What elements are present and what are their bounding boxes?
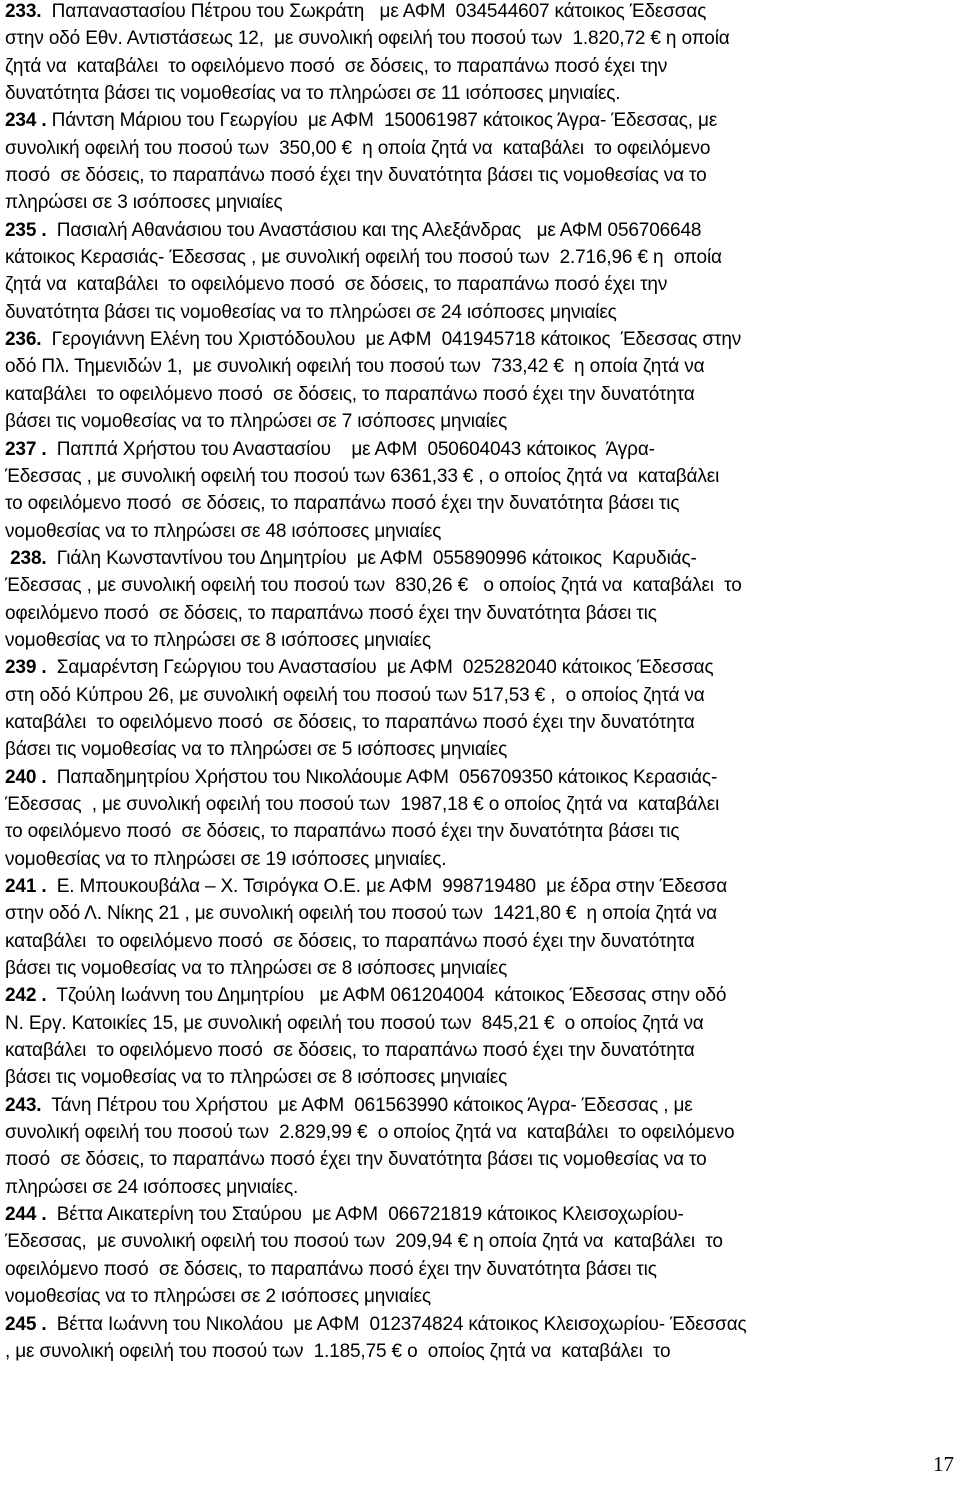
text-line [5, 982, 955, 1009]
text-line [5, 818, 955, 845]
line-text: Ε. Μπουκουβάλα – Χ. Τσιρόγκα Ο.Ε. με ΑΦΜ 998719480 με έδρα στην Έδεσσα [46, 876, 728, 897]
entry-number: 241 . [5, 876, 47, 897]
line-text: δυνατότητα βάσει τις νομοθεσίας να το πληρώσει σε 24 ισόποσες μηνιαίες [5, 301, 617, 323]
line-text: ποσό σε δόσεις, το παραπάνω ποσό έχει την δυνατότητα βάσει τις νομοθεσίας να το [5, 165, 707, 187]
line-text: στην οδό Λ. Νίκης 21 , με συνολική οφειλή του ποσού των 1421,80 € η οποία ζητά να [5, 903, 717, 925]
text-line [5, 490, 955, 517]
line-text: Πασιαλή Αθανάσιου του Αναστάσιου και της Αλεξάνδρας με ΑΦΜ 056706648 [46, 219, 702, 241]
line-text: Γιάλη Κωνσταντίνου του Δημητρίου με ΑΦΜ 055890996 κάτοικος Καρυδιάς- [46, 547, 697, 569]
entry-number: 237 . [5, 438, 47, 460]
line-text: στη οδό Κύπρου 26, με συνολική οφειλή του ποσού των 517,53 € , ο οποίος ζητά να [5, 684, 705, 706]
text-line [5, 1010, 955, 1037]
text-line [5, 518, 955, 545]
entry-number: 238. [5, 547, 47, 569]
line-text: Σαμαρέντση Γεώργιου του Αναστασίου με ΑΦΜ 025282040 κάτοικος Έδεσσας [46, 657, 714, 679]
text-line [5, 600, 955, 627]
entry-number: 235 . [5, 219, 47, 241]
text-line [5, 80, 955, 107]
line-text: βάσει τις νομοθεσίας να το πληρώσει σε 7 ισόποσες μηνιαίες [5, 411, 508, 433]
text-line [5, 53, 955, 80]
line-text: Παππά Χρήστου του Αναστασίου με ΑΦΜ 050604043 κάτοικος Άγρα- [46, 438, 655, 460]
entry-number: 245 . [5, 1313, 47, 1335]
text-line [5, 1256, 955, 1283]
line-text: καταβάλει το οφειλόμενο ποσό σε δόσεις, το παραπάνω ποσό έχει την δυνατότητα [5, 383, 695, 405]
text-line [5, 135, 955, 162]
line-text: Παπαδημητρίου Χρήστου του Νικολάουμε ΑΦΜ 056709350 κάτοικος Κερασιάς- [46, 766, 718, 788]
text-line [5, 1228, 955, 1255]
line-text: καταβάλει το οφειλόμενο ποσό σε δόσεις, το παραπάνω ποσό έχει την δυνατότητα [5, 711, 695, 733]
line-text: πληρώσει σε 3 ισόποσες μηνιαίες [5, 192, 283, 214]
text-line [5, 189, 955, 216]
text-line [5, 1064, 955, 1091]
text-line [5, 381, 955, 408]
text-line [5, 627, 955, 654]
text-line [5, 654, 955, 681]
text-line [5, 1146, 955, 1173]
text-line [5, 1311, 955, 1338]
line-text: Βέττα Ιωάννη του Νικολάου με ΑΦΜ 012374824 κάτοικος Κλεισοχωρίου- Έδεσσας [46, 1313, 747, 1335]
text-line [5, 326, 955, 353]
line-text: συνολική οφειλή του ποσού των 2.829,99 € ο οποίος ζητά να καταβάλει το οφειλόμενο [5, 1122, 735, 1144]
text-line [5, 0, 955, 25]
text-line [5, 572, 955, 599]
line-text: Πάντση Μάριου του Γεωργίου με ΑΦΜ 150061987 κάτοικος Άγρα- Έδεσσας, με [46, 110, 718, 132]
text-line [5, 1119, 955, 1146]
entry-number: 242 . [5, 985, 47, 1007]
line-text: Γερογιάννη Ελένη του Χριστόδουλου με ΑΦΜ 041945718 κάτοικος Έδεσσας στην [41, 329, 742, 351]
entry-number: 240 . [5, 766, 47, 788]
text-line [5, 955, 955, 982]
line-text: οφειλόμενο ποσό σε δόσεις, το παραπάνω ποσό έχει την δυνατότητα βάσει τις [5, 1258, 657, 1280]
text-line [5, 900, 955, 927]
document-body [5, 0, 955, 1365]
text-line [5, 25, 955, 52]
line-text: ζητά να καταβάλει το οφειλόμενο ποσό σε δόσεις, το παραπάνω ποσό έχει την [5, 55, 668, 77]
text-line [5, 408, 955, 435]
text-line [5, 271, 955, 298]
line-text: δυνατότητα βάσει τις νομοθεσίας να το πληρώσει σε 11 ισόποσες μηνιαίες. [5, 83, 621, 105]
text-line [5, 1283, 955, 1310]
line-text: βάσει τις νομοθεσίας να το πληρώσει σε 8 ισόποσες μηνιαίες [5, 958, 508, 980]
entry-number: 234 . [5, 110, 47, 132]
line-text: Παπαναστασίου Πέτρου του Σωκράτη με ΑΦΜ 034544607 κάτοικος Έδεσσας [41, 1, 707, 22]
line-text: βάσει τις νομοθεσίας να το πληρώσει σε 8 ισόποσες μηνιαίες [5, 1067, 508, 1089]
line-text: Τζούλη Ιωάννη του Δημητρίου με ΑΦΜ 061204004 κάτοικος Έδεσσας στην οδό [46, 985, 727, 1007]
text-line [5, 244, 955, 271]
line-text: ποσό σε δόσεις, το παραπάνω ποσό έχει την δυνατότητα βάσει τις νομοθεσίας να το [5, 1149, 707, 1171]
text-line [5, 1174, 955, 1201]
text-line [5, 299, 955, 326]
line-text: νομοθεσίας να το πληρώσει σε 2 ισόποσες μηνιαίες [5, 1286, 431, 1308]
text-line [5, 162, 955, 189]
line-text: στην οδό Εθν. Αντιστάσεως 12, με συνολική οφειλή του ποσού των 1.820,72 € η οποία [5, 28, 730, 50]
line-text: νομοθεσίας να το πληρώσει σε 8 ισόποσες μηνιαίες [5, 629, 431, 651]
text-line [5, 107, 955, 134]
line-text: Ν. Εργ. Κατοικίες 15, με συνολική οφειλή του ποσού των 845,21 € ο οποίος ζητά να [5, 1012, 704, 1034]
line-text: ζητά να καταβάλει το οφειλόμενο ποσό σε δόσεις, το παραπάνω ποσό έχει την [5, 274, 668, 296]
text-line [5, 217, 955, 244]
line-text: το οφειλόμενο ποσό σε δόσεις, το παραπάνω ποσό έχει την δυνατότητα βάσει τις [5, 821, 680, 843]
text-line [5, 1201, 955, 1228]
text-line [5, 764, 955, 791]
text-line [5, 545, 955, 572]
text-line [5, 736, 955, 763]
line-text: Έδεσσας , με συνολική οφειλή του ποσού των 1987,18 € ο οποίος ζητά να καταβάλει [5, 793, 720, 815]
page-number: 17 [933, 1452, 954, 1476]
text-line [5, 928, 955, 955]
text-line [5, 1092, 955, 1119]
text-line [5, 353, 955, 380]
text-line [5, 1338, 955, 1365]
line-text: Έδεσσας, με συνολική οφειλή του ποσού των 209,94 € η οποία ζητά να καταβάλει το [5, 1231, 723, 1253]
text-line [5, 791, 955, 818]
line-text: νομοθεσίας να το πληρώσει σε 48 ισόποσες μηνιαίες [5, 520, 442, 542]
text-line [5, 846, 955, 873]
line-text: συνολική οφειλή του ποσού των 350,00 € η οποία ζητά να καταβάλει το οφειλόμενο [5, 137, 711, 159]
line-text: Έδεσσας , με συνολική οφειλή του ποσού των 830,26 € ο οποίος ζητά να καταβάλει το [5, 575, 742, 597]
entry-number: 244 . [5, 1204, 47, 1226]
line-text: Έδεσσας , με συνολική οφειλή του ποσού των 6361,33 € , ο οποίος ζητά να καταβάλει [5, 465, 720, 487]
text-line [5, 463, 955, 490]
line-text: Τάνη Πέτρου του Χρήστου με ΑΦΜ 061563990 κάτοικος Άγρα- Έδεσσας , με [41, 1094, 693, 1116]
line-text: το οφειλόμενο ποσό σε δόσεις, το παραπάνω ποσό έχει την δυνατότητα βάσει τις [5, 493, 680, 515]
text-line [5, 682, 955, 709]
text-line [5, 873, 955, 900]
line-text: , με συνολική οφειλή του ποσού των 1.185,75 € ο οποίος ζητά να καταβάλει το [5, 1340, 671, 1362]
entry-number: 243. [5, 1094, 42, 1116]
text-line [5, 709, 955, 736]
entry-number: 239 . [5, 657, 47, 679]
text-line [5, 436, 955, 463]
entry-number: 233. [5, 1, 42, 22]
line-text: οδό Πλ. Τημενιδών 1, με συνολική οφειλή του ποσού των 733,42 € η οποία ζητά να [5, 356, 705, 378]
line-text: βάσει τις νομοθεσίας να το πληρώσει σε 5 ισόποσες μηνιαίες [5, 739, 508, 761]
line-text: νομοθεσίας να το πληρώσει σε 19 ισόποσες μηνιαίες. [5, 848, 447, 870]
line-text: καταβάλει το οφειλόμενο ποσό σε δόσεις, το παραπάνω ποσό έχει την δυνατότητα [5, 1040, 695, 1062]
line-text: καταβάλει το οφειλόμενο ποσό σε δόσεις, το παραπάνω ποσό έχει την δυνατότητα [5, 930, 695, 952]
text-line [5, 1037, 955, 1064]
line-text: Βέττα Αικατερίνη του Σταύρου με ΑΦΜ 066721819 κάτοικος Κλεισοχωρίου- [46, 1204, 684, 1226]
line-text: οφειλόμενο ποσό σε δόσεις, το παραπάνω ποσό έχει την δυνατότητα βάσει τις [5, 602, 657, 624]
entry-number: 236. [5, 329, 42, 351]
line-text: πληρώσει σε 24 ισόποσες μηνιαίες. [5, 1176, 299, 1198]
line-text: κάτοικος Κερασιάς- Έδεσσας , με συνολική οφειλή του ποσού των 2.716,96 € η οποία [5, 247, 722, 269]
